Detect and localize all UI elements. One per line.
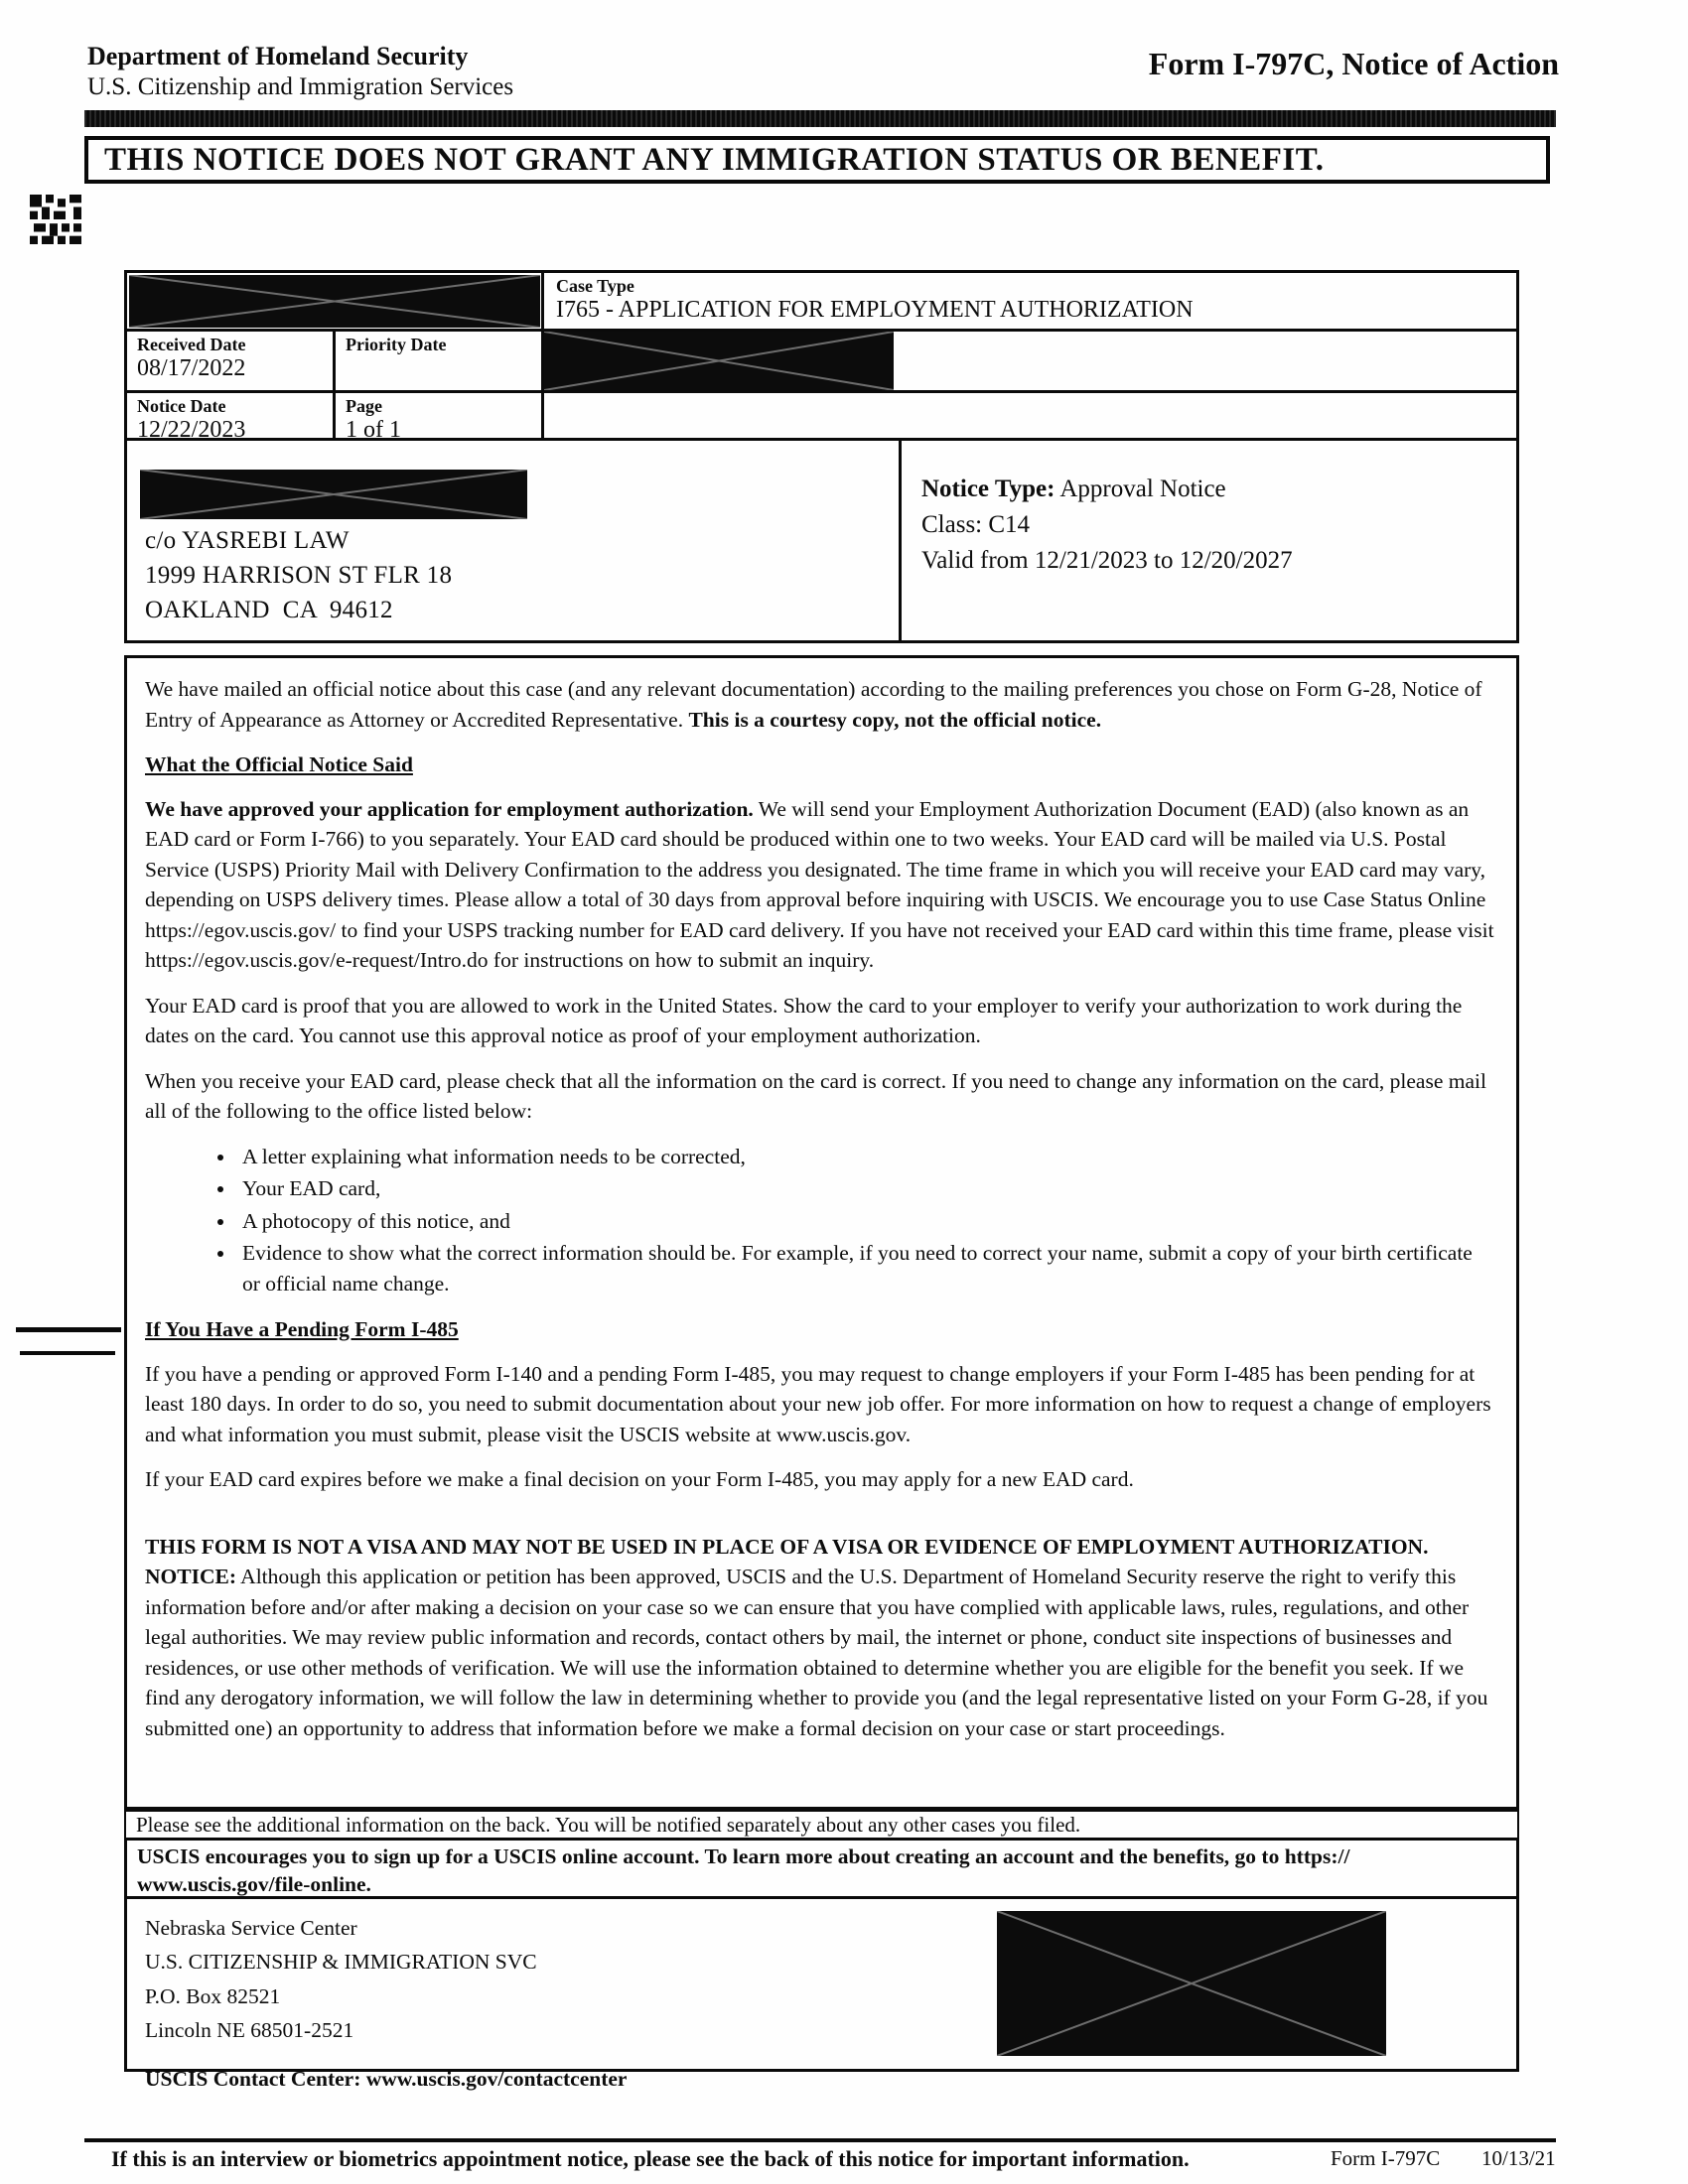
service-center-name: Nebraska Service Center: [145, 1916, 357, 1940]
courtesy-copy-paragraph: [145, 674, 1494, 735]
addressee-city-state-zip: OAKLAND CA 94612: [145, 597, 393, 623]
section-heading-official-notice: What the Official Notice Said: [145, 752, 413, 777]
received-date-label: Received Date: [137, 335, 246, 354]
addressee-street: 1999 HARRISON ST FLR 18: [145, 562, 453, 589]
service-center-city: Lincoln NE 68501-2521: [145, 2018, 354, 2043]
online-account-line1: USCIS encourages you to sign up for a USCIS online account. To learn more about creating an account and the benefits, go to https://: [137, 1844, 1350, 1868]
class-line: Class: C14: [921, 511, 1031, 538]
i485-new-ead-paragraph: If your EAD card expires before we make a final decision on your Form I-485, you may apply for a new EAD card.: [145, 1467, 1134, 1492]
no-status-banner-text: THIS NOTICE DOES NOT GRANT ANY IMMIGRATION STATUS OR BENEFIT.: [104, 141, 1325, 178]
not-a-visa-bold-lead: THIS FORM IS NOT A VISA AND MAY NOT BE USED IN PLACE OF A VISA OR EVIDENCE OF EMPLOYMENT AUTHORIZATION. NOTICE:: [145, 1534, 1429, 1589]
table-rule: [333, 329, 336, 441]
spacer: [145, 1510, 1494, 1532]
barcode-icon: [30, 195, 81, 244]
scan-mark: [20, 1351, 115, 1355]
valid-dates-line: Valid from 12/21/2023 to 12/20/2027: [921, 547, 1293, 574]
notice-body: [124, 655, 1519, 1810]
received-date-value: 08/17/2022: [137, 355, 246, 381]
no-status-banner: [84, 136, 1550, 184]
case-type-value: I765 - APPLICATION FOR EMPLOYMENT AUTHORIZATION: [556, 297, 1194, 323]
check-card-paragraph: When you receive your EAD card, please check that all the information on the card is correct. If you need to change any information on the card, please mail all of the following to the office listed below:: [145, 1068, 1486, 1124]
footer-revision-date: 10/13/21: [1481, 2146, 1556, 2170]
redacted-receipt-number: [129, 275, 540, 328]
priority-date-label: Priority Date: [346, 335, 447, 354]
approval-text: We will send your Employment Authorization Document (EAD) (also known as an EAD card or Form I-766) to you separately. Your EAD card should be produced within one to two weeks. Your EAD card will be mailed via U.S. Postal Service (USPS) Priority Mail with Delivery Confirmation to the address you designated. The time frame in which you will receive your EAD card may vary, depending on USPS delivery times. Please allow a total of 30 days from approval before inquiring with USCIS. We encourage you to use Case Status Online https://egov.uscis.gov/ to find your USPS tracking number for EAD card delivery. If you have not received your EAD card within this time frame, please visit https://egov.uscis.gov/e-request/Intro.do for instructions on how to submit an inquiry.: [145, 796, 1494, 973]
scan-mark: [16, 1327, 121, 1332]
section-heading-pending-i485: If You Have a Pending Form I-485: [145, 1317, 459, 1342]
list-item: • A photocopy of this notice, and: [236, 1206, 1494, 1237]
notice-type-label: Notice Type:: [921, 476, 1055, 502]
i485-change-employers-paragraph: If you have a pending or approved Form I-140 and a pending Form I-485, you may request to change employers if your Form I-485 has been pending for at least 180 days. In order to do so, you need to submit documentation about your new job offer. For more information on how to request a change of employers and what information you must submit, please visit the USCIS website at www.uscis.gov.: [145, 1361, 1491, 1446]
service-center-agency: U.S. CITIZENSHIP & IMMIGRATION SVC: [145, 1950, 537, 1975]
online-account-strip: [124, 1838, 1519, 1899]
redacted-stamp-area: [997, 1911, 1386, 2056]
notice-type-line: [921, 476, 1293, 503]
notice-type-value: Approval Notice: [1055, 476, 1226, 502]
approval-bold-lead: We have approved your application for employment authorization.: [145, 796, 754, 821]
page-label: Page: [346, 396, 382, 416]
courtesy-copy-text: We have mailed an official notice about this case (and any relevant documentation) according to the mailing preferences you chose on Form G-28, Notice of Entry of Appearance as Attorney or Accredited Representative.: [145, 677, 1482, 732]
page-value: 1 of 1: [346, 417, 401, 443]
header-divider-bar: [84, 110, 1556, 127]
service-center-pobox: P.O. Box 82521: [145, 1983, 281, 2008]
online-account-line2: www.uscis.gov/file-online.: [137, 1871, 371, 1896]
footer-rule: [84, 2138, 1556, 2142]
correction-items-list: [145, 1142, 1494, 1299]
form-title: Form I-797C, Notice of Action: [1148, 46, 1559, 81]
not-a-visa-text: Although this application or petition has been approved, USCIS and the U.S. Department of Homeland Security reserve the right to verify this information before and/or after making a decision on your case so we can ensure that you have complied with applicable laws, rules, regulations, and other legal authorities. We may review public information and records, contact others by mail, the internet or phone, conduct site inspections of businesses and residences, or use other methods of verification. We will use the information obtained to determine whether you are eligible for the benefit you seek. If we find any derogatory information, we will follow the law in determining whether to provide you (and the legal representative listed on your Form G-28, if you submitted one) an opportunity to address that information before we make a formal decision on your case or start proceedings.: [145, 1565, 1488, 1740]
not-a-visa-notice-paragraph: [145, 1532, 1494, 1744]
addressee-care-of: c/o YASREBI LAW: [145, 527, 350, 554]
ead-proof-paragraph: Your EAD card is proof that you are allowed to work in the United States. Show the card to your employer to verify your authorization to work during the dates on the card. You cannot use this approval notice as proof of your employment authorization.: [145, 993, 1463, 1048]
courtesy-copy-bold: This is a courtesy copy, not the official notice.: [688, 707, 1102, 732]
notice-date-value: 12/22/2023: [137, 417, 246, 443]
list-item: • Your EAD card,: [236, 1173, 1494, 1204]
case-type-label: Case Type: [556, 276, 634, 296]
list-item: • A letter explaining what information needs to be corrected,: [236, 1142, 1494, 1172]
footer-form-number: Form I-797C: [1331, 2146, 1441, 2170]
case-summary-table: [124, 270, 1519, 643]
redacted-field: [544, 332, 894, 390]
approval-paragraph: [145, 794, 1494, 976]
redacted-addressee-name: [140, 470, 527, 519]
notice-date-label: Notice Date: [137, 396, 226, 416]
agency-name: Department of Homeland Security: [87, 42, 469, 70]
contact-center-line: USCIS Contact Center: www.uscis.gov/contactcenter: [145, 2066, 628, 2091]
additional-info-strip: Please see the additional information on the back. You will be notified separately about any other cases you filed.: [124, 1810, 1519, 1840]
agency-subname: U.S. Citizenship and Immigration Services: [87, 73, 514, 100]
table-rule: [899, 438, 902, 643]
list-item: • Evidence to show what the correct information should be. For example, if you need to correct your name, submit a copy of your birth certificate or official name change.: [236, 1238, 1494, 1298]
footer-note: If this is an interview or biometrics appointment notice, please see the back of this notice for important information.: [111, 2146, 1190, 2171]
